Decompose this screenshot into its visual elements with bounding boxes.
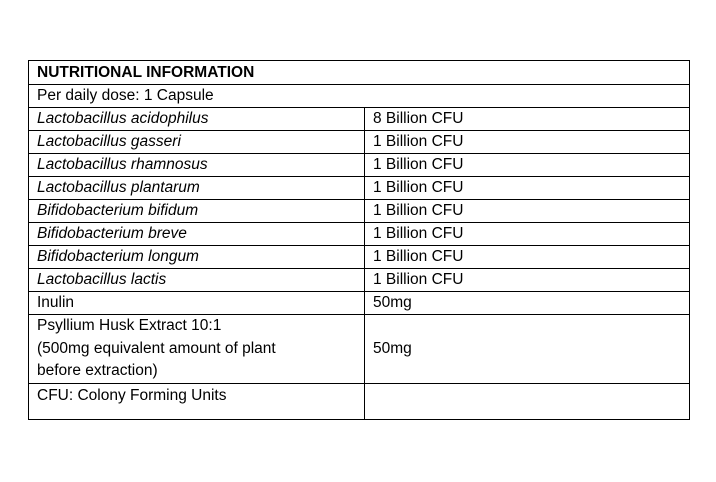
- table-row: [29, 131, 690, 154]
- empty-cell: [365, 384, 690, 420]
- ingredient-name: Bifidobacterium longum: [29, 246, 365, 269]
- psyllium-line: before extraction): [37, 362, 158, 380]
- ingredient-amount: 1 Billion CFU: [365, 131, 690, 154]
- table-row: [29, 177, 690, 200]
- ingredient-name: Lactobacillus plantarum: [29, 177, 365, 200]
- ingredient-amount: 1 Billion CFU: [365, 269, 690, 292]
- table-row: [29, 154, 690, 177]
- ingredient-amount: 1 Billion CFU: [365, 223, 690, 246]
- table-row: [29, 269, 690, 292]
- ingredient-name: Lactobacillus lactis: [29, 269, 365, 292]
- psyllium-line: (500mg equivalent amount of plant: [37, 339, 276, 357]
- footnote-row: [29, 384, 690, 420]
- table-row: [29, 223, 690, 246]
- ingredient-amount: 8 Billion CFU: [365, 108, 690, 131]
- ingredient-amount: 1 Billion CFU: [365, 246, 690, 269]
- ingredient-name: Lactobacillus rhamnosus: [29, 154, 365, 177]
- ingredient-amount: 50mg: [365, 292, 690, 315]
- table-row: [29, 108, 690, 131]
- psyllium-line: Psyllium Husk Extract 10:1: [37, 317, 222, 335]
- cfu-footnote: CFU: Colony Forming Units: [29, 384, 365, 420]
- ingredient-name: Bifidobacterium bifidum: [29, 200, 365, 223]
- psyllium-row: [29, 315, 690, 384]
- ingredient-name: Lactobacillus acidophilus: [29, 108, 365, 131]
- table-row: [29, 246, 690, 269]
- ingredient-amount: 50mg: [365, 315, 690, 384]
- inulin-row: [29, 292, 690, 315]
- ingredient-name: Lactobacillus gasseri: [29, 131, 365, 154]
- table-title: NUTRITIONAL INFORMATION: [29, 61, 690, 85]
- ingredient-name: Inulin: [29, 292, 365, 315]
- daily-dose: Per daily dose: 1 Capsule: [29, 85, 690, 108]
- table-row: [29, 200, 690, 223]
- nutritional-information-table: [28, 60, 690, 420]
- ingredient-amount: 1 Billion CFU: [365, 200, 690, 223]
- ingredient-name: Bifidobacterium breve: [29, 223, 365, 246]
- ingredient-amount: 1 Billion CFU: [365, 177, 690, 200]
- table-title-row: [29, 61, 690, 85]
- daily-dose-row: [29, 85, 690, 108]
- psyllium-description: [29, 315, 365, 384]
- ingredient-amount: 1 Billion CFU: [365, 154, 690, 177]
